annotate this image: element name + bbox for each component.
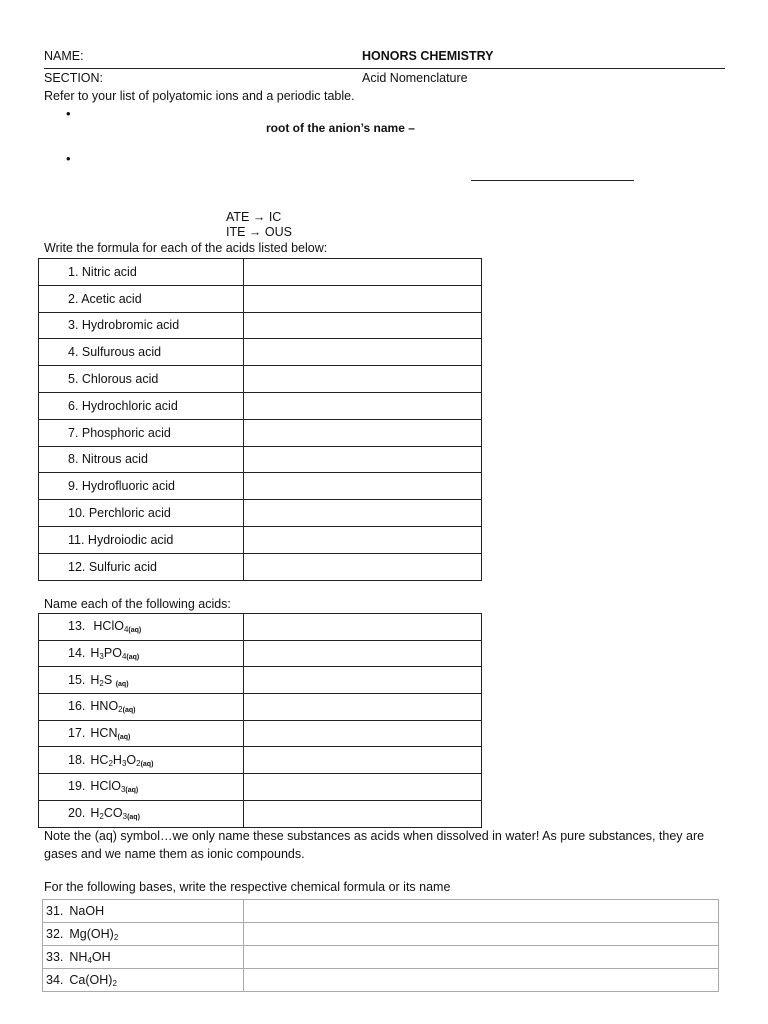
formula-text: Mg(OH) xyxy=(69,927,114,941)
table-row xyxy=(39,419,482,446)
bullet-icon: • xyxy=(66,106,71,121)
acid-name-cell xyxy=(39,526,244,553)
answer-cell[interactable] xyxy=(244,747,482,774)
answer-cell[interactable] xyxy=(244,339,482,366)
formula-text: HC xyxy=(90,752,109,767)
formula-text: OH xyxy=(91,950,111,964)
formula-subscript: 3 xyxy=(99,652,104,662)
base-cell xyxy=(43,900,244,923)
formula-table xyxy=(38,258,482,581)
item-number: 20. xyxy=(68,806,86,821)
item-number: 15. xyxy=(68,672,86,687)
acid-name: 5. Chlorous acid xyxy=(68,372,159,387)
answer-cell[interactable] xyxy=(244,419,482,446)
bullet-icon: • xyxy=(66,151,71,166)
bases-instruction: For the following bases, write the respective chemical formula or its name xyxy=(44,880,451,894)
aqueous-marker: (aq) xyxy=(127,814,140,822)
answer-cell[interactable] xyxy=(244,312,482,339)
acid-formula-cell xyxy=(39,640,244,667)
formula-subscript: 3 xyxy=(122,812,128,822)
formula-text: PO xyxy=(103,646,122,661)
formula-text: HCN xyxy=(90,726,118,741)
acid-name-cell xyxy=(39,339,244,366)
item-number: 33. xyxy=(46,950,64,964)
answer-cell[interactable] xyxy=(244,614,482,641)
answer-cell[interactable] xyxy=(244,500,482,527)
table-row xyxy=(39,446,482,473)
formula-text: NaOH xyxy=(69,904,105,918)
answer-cell[interactable] xyxy=(244,285,482,312)
formula-text: NH xyxy=(69,950,88,964)
answer-cell[interactable] xyxy=(244,923,719,946)
acid-name: 9. Hydrofluoric acid xyxy=(68,479,175,494)
table-row xyxy=(39,339,482,366)
intro-instruction: Refer to your list of polyatomic ions and a periodic table. xyxy=(44,89,355,103)
formula-instruction: Write the formula for each of the acids listed below: xyxy=(44,241,328,255)
table-row xyxy=(39,526,482,553)
formula-subscript: 2 xyxy=(108,758,113,768)
acid-name: 2. Acetic acid xyxy=(68,291,142,306)
answer-cell[interactable] xyxy=(244,774,482,801)
anion-root-text: root of the anion’s name – xyxy=(266,121,415,135)
item-number: 18. xyxy=(68,752,86,767)
item-number: 19. xyxy=(68,779,86,794)
answer-cell[interactable] xyxy=(244,392,482,419)
formula-subscript: 3 xyxy=(121,758,127,768)
acid-name: 6. Hydrochloric acid xyxy=(68,398,178,413)
table-row xyxy=(39,720,482,747)
acid-formula-cell xyxy=(39,694,244,721)
table-row xyxy=(39,694,482,721)
base-cell xyxy=(43,946,244,969)
aqueous-marker: (aq) xyxy=(140,760,154,768)
answer-cell[interactable] xyxy=(244,946,719,969)
formula-subscript: 2 xyxy=(99,678,104,688)
formula-text: H xyxy=(112,752,122,767)
table-row xyxy=(39,553,482,580)
answer-cell[interactable] xyxy=(244,640,482,667)
formula-text: H xyxy=(90,806,100,821)
formula-text: H xyxy=(90,646,100,661)
formula-subscript: 4 xyxy=(121,652,127,662)
acid-name-cell xyxy=(39,446,244,473)
answer-cell[interactable] xyxy=(244,667,482,694)
acid-name: 11. Hydroiodic acid xyxy=(68,532,174,547)
acid-name: 1. Nitric acid xyxy=(68,264,137,279)
acid-formula-cell xyxy=(39,720,244,747)
base-cell xyxy=(43,923,244,946)
item-number: 13. xyxy=(68,619,86,634)
table-row xyxy=(39,259,482,286)
answer-cell[interactable] xyxy=(244,553,482,580)
topic-title: Acid Nomenclature xyxy=(362,71,468,85)
formula-text: S xyxy=(103,672,116,687)
formula-subscript: 2 xyxy=(113,933,119,942)
acid-name: 3. Hydrobromic acid xyxy=(68,318,180,333)
aq-note-line-1: Note the (aq) symbol…we only name these substances as acids when dissolved in water! As pure substances, they are xyxy=(44,829,705,843)
acid-name: 10. Perchloric acid xyxy=(68,506,171,521)
base-cell xyxy=(43,969,244,992)
formula-subscript: 2 xyxy=(112,979,117,988)
aqueous-marker: (aq) xyxy=(125,787,139,795)
table-row xyxy=(43,946,719,969)
acid-name-cell xyxy=(39,312,244,339)
formula-text: HClO xyxy=(93,619,124,634)
formula-text: O xyxy=(126,752,137,767)
formula-text: CO xyxy=(103,806,123,821)
table-row xyxy=(43,923,719,946)
answer-cell[interactable] xyxy=(244,694,482,721)
aq-note-line-2: gases and we name them as ionic compounds. xyxy=(44,847,305,861)
fill-in-blank xyxy=(471,180,634,181)
acid-formula-cell xyxy=(39,774,244,801)
table-row xyxy=(39,500,482,527)
acid-name: 4. Sulfurous acid xyxy=(68,345,162,360)
table-row xyxy=(39,800,482,827)
acid-name-cell xyxy=(39,419,244,446)
acid-formula-cell xyxy=(39,800,244,827)
table-row xyxy=(39,366,482,393)
acid-formula-cell xyxy=(39,614,244,641)
acid-name-cell xyxy=(39,553,244,580)
aqueous-marker: (aq) xyxy=(122,707,136,715)
table-row xyxy=(39,774,482,801)
acid-formula-cell xyxy=(39,667,244,694)
names-instruction: Name each of the following acids: xyxy=(44,597,231,611)
table-row xyxy=(39,667,482,694)
formula-text: HNO xyxy=(90,699,119,714)
item-number: 16. xyxy=(68,699,86,714)
item-number: 14. xyxy=(68,646,86,661)
table-row xyxy=(39,640,482,667)
formula-subscript: 4 xyxy=(123,625,129,635)
table-row xyxy=(43,900,719,923)
table-row xyxy=(39,392,482,419)
formula-text: H xyxy=(90,672,100,687)
answer-cell[interactable] xyxy=(244,366,482,393)
formula-subscript: 2 xyxy=(118,705,123,715)
header-divider xyxy=(44,68,725,69)
formula-subscript: 4 xyxy=(87,956,92,965)
course-title: HONORS CHEMISTRY xyxy=(362,49,494,63)
answer-cell[interactable] xyxy=(244,259,482,286)
acid-name: 7. Phosphoric acid xyxy=(68,425,171,440)
acid-name-cell xyxy=(39,366,244,393)
acid-name: 8. Nitrous acid xyxy=(68,452,148,467)
table-row xyxy=(39,614,482,641)
item-number: 31. xyxy=(46,904,64,918)
answer-cell[interactable] xyxy=(244,969,719,992)
acid-name: 12. Sulfuric acid xyxy=(68,559,157,574)
table-row xyxy=(39,747,482,774)
answer-cell[interactable] xyxy=(244,446,482,473)
aqueous-marker: (aq) xyxy=(115,680,129,688)
table-row xyxy=(39,473,482,500)
item-number: 34. xyxy=(46,973,64,987)
answer-cell[interactable] xyxy=(244,900,719,923)
acid-formula-cell xyxy=(39,747,244,774)
formula-subscript: 2 xyxy=(136,758,141,768)
acid-name-cell xyxy=(39,473,244,500)
suffix-rule-ate: ATE → IC xyxy=(226,210,282,224)
acid-name-cell xyxy=(39,259,244,286)
aqueous-marker: (aq) xyxy=(128,627,142,635)
answer-cell[interactable] xyxy=(244,526,482,553)
acid-name-cell xyxy=(39,500,244,527)
item-number: 17. xyxy=(68,726,86,741)
name-label: NAME: xyxy=(44,49,84,63)
acid-name-cell xyxy=(39,285,244,312)
section-label: SECTION: xyxy=(44,71,104,85)
formula-text: HClO xyxy=(90,779,121,794)
item-number: 32. xyxy=(46,927,64,941)
suffix-rule-ite: ITE → OUS xyxy=(226,225,292,239)
answer-cell[interactable] xyxy=(244,473,482,500)
names-table xyxy=(38,613,482,828)
table-row xyxy=(39,285,482,312)
formula-subscript: 2 xyxy=(99,812,104,822)
aqueous-marker: (aq) xyxy=(126,654,140,662)
bases-table xyxy=(42,899,719,992)
formula-text: Ca(OH) xyxy=(69,973,113,987)
aqueous-marker: (aq) xyxy=(117,734,131,742)
table-row xyxy=(43,969,719,992)
answer-cell[interactable] xyxy=(244,720,482,747)
formula-subscript: 3 xyxy=(120,785,126,795)
answer-cell[interactable] xyxy=(244,800,482,827)
table-row xyxy=(39,312,482,339)
acid-name-cell xyxy=(39,392,244,419)
